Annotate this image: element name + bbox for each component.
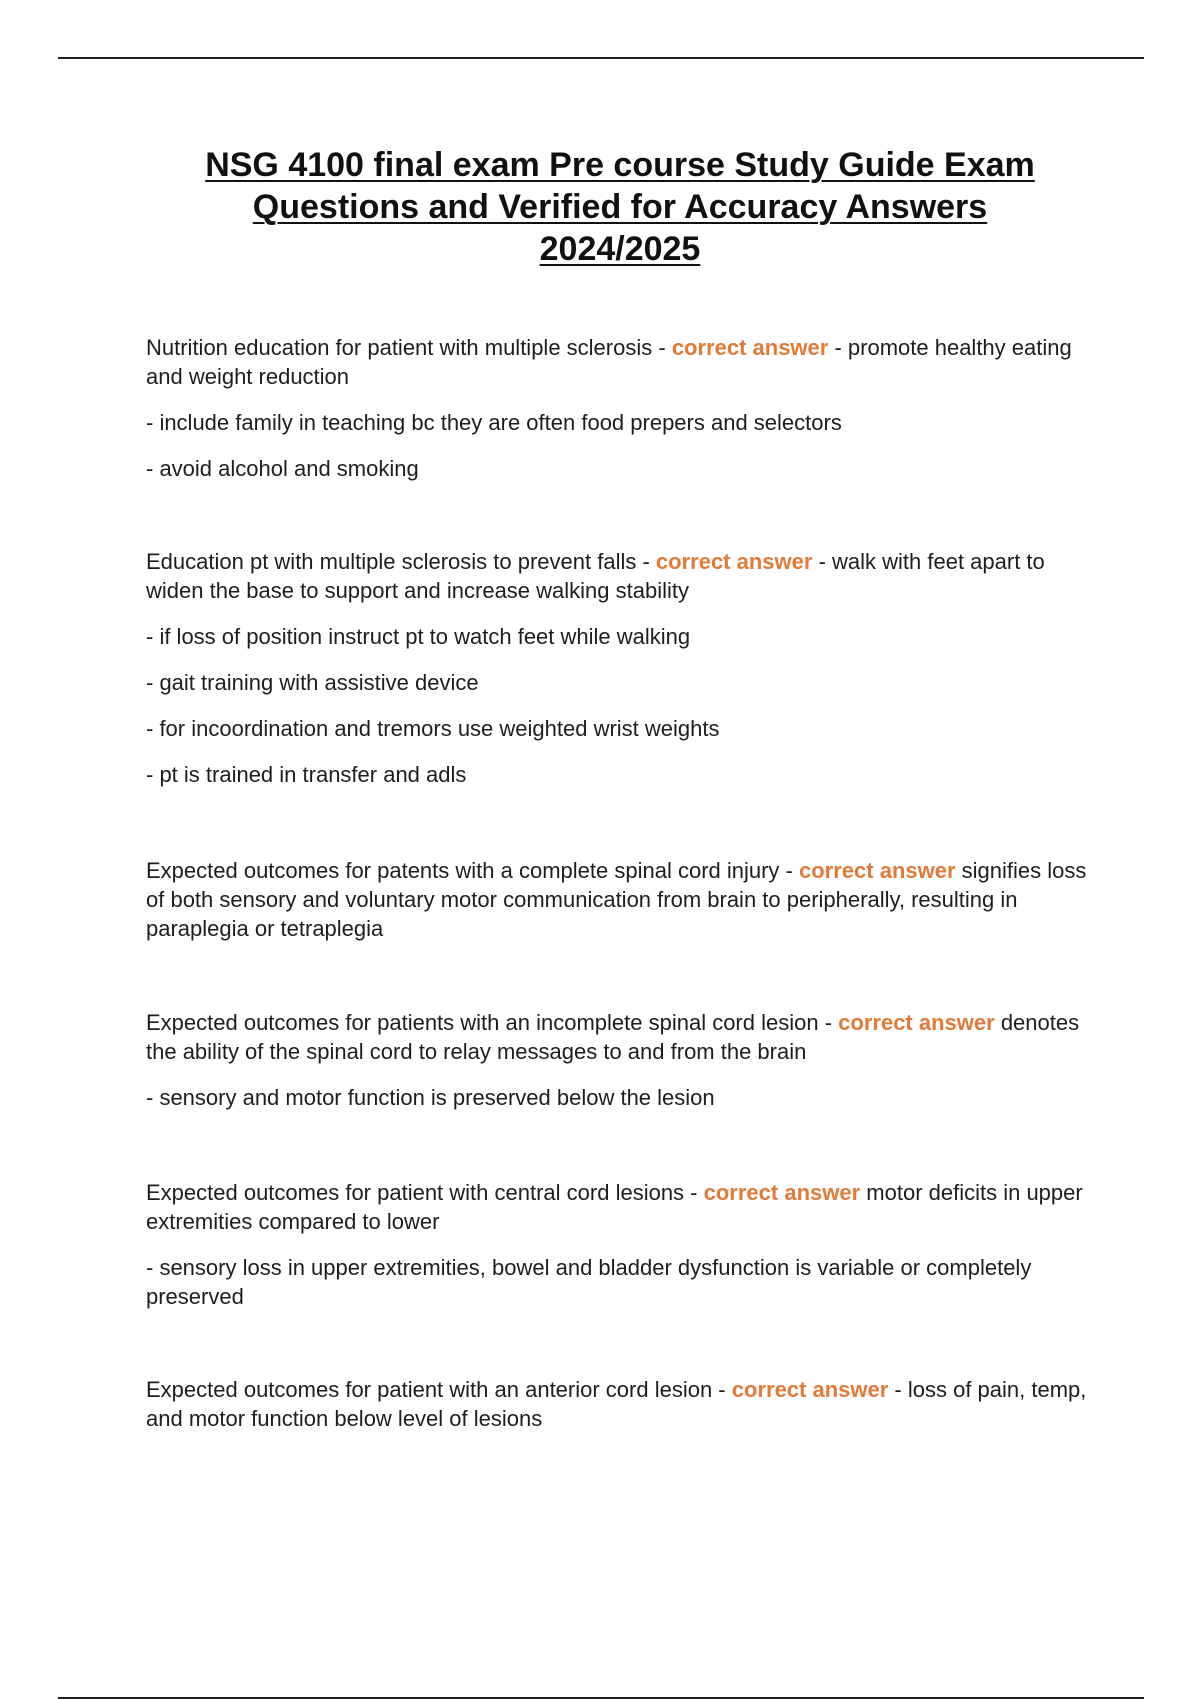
qa-question (146, 333, 1091, 391)
qa-item-anterior-cord (146, 1375, 1091, 1450)
bullet: - for incoordination and tremors use weighted wrist weights (146, 716, 720, 741)
qa-question (146, 1375, 1091, 1433)
bullet: - include family in teaching bc they are often food prepers and selectors (146, 410, 842, 435)
qa-item-ms-falls (146, 547, 1091, 806)
bullet: - gait training with assistive device (146, 670, 479, 695)
correct-answer-label: correct answer (655, 549, 813, 574)
bullet: - if loss of position instruct pt to watch feet while walking (146, 624, 691, 649)
question-text: Education pt with multiple sclerosis to prevent falls - (146, 549, 650, 574)
qa-question (146, 1008, 1091, 1066)
title-line-3: 2024/2025 (539, 230, 701, 268)
correct-answer-label: correct answer (703, 1180, 861, 1205)
bottom-rule (58, 1697, 1144, 1699)
answer-text: - walk with feet apart to widen the base to support and increase walking stability (146, 549, 1045, 603)
bullet: - pt is trained in transfer and adls (146, 762, 467, 787)
answer-text: signifies loss of both sensory and voluntary motor communication from brain to peripherally, resulting in paraplegia or tetraplegia (146, 858, 1087, 941)
answer-text: motor deficits in upper extremities compared to lower (146, 1180, 1083, 1234)
question-text: Expected outcomes for patient with central cord lesions - (146, 1180, 698, 1205)
answer-text: - promote healthy eating and weight reduction (146, 335, 1072, 389)
document-title (120, 144, 1120, 270)
qa-item-nutrition-ms (146, 333, 1091, 500)
correct-answer-label: correct answer (671, 335, 829, 360)
qa-item-incomplete-lesion (146, 1008, 1091, 1129)
bullet: - avoid alcohol and smoking (146, 456, 419, 481)
qa-item-complete-sci (146, 856, 1091, 960)
correct-answer-label: correct answer (731, 1377, 889, 1402)
bullet: - sensory and motor function is preserved below the lesion (146, 1085, 715, 1110)
question-text: Expected outcomes for patient with an anterior cord lesion - (146, 1377, 726, 1402)
qa-question (146, 1178, 1091, 1236)
bullet: - sensory loss in upper extremities, bowel and bladder dysfunction is variable or completely preserved (146, 1255, 1032, 1309)
correct-answer-label: correct answer (838, 1010, 995, 1035)
title-line-1: NSG 4100 final exam Pre course Study Guide Exam (205, 146, 1035, 184)
answer-text: - loss of pain, temp, and motor function below level of lesions (146, 1377, 1087, 1431)
qa-item-central-cord (146, 1178, 1091, 1328)
question-text: Expected outcomes for patients with an incomplete spinal cord lesion - (146, 1010, 833, 1035)
top-rule (58, 57, 1144, 59)
correct-answer-label: correct answer (799, 858, 956, 883)
qa-question (146, 547, 1091, 605)
answer-text: denotes the ability of the spinal cord to relay messages to and from the brain (146, 1010, 1080, 1064)
question-text: Expected outcomes for patents with a complete spinal cord injury - (146, 858, 793, 883)
question-text: Nutrition education for patient with multiple sclerosis - (146, 335, 666, 360)
title-line-2: Questions and Verified for Accuracy Answers (252, 188, 988, 226)
qa-question (146, 856, 1091, 943)
